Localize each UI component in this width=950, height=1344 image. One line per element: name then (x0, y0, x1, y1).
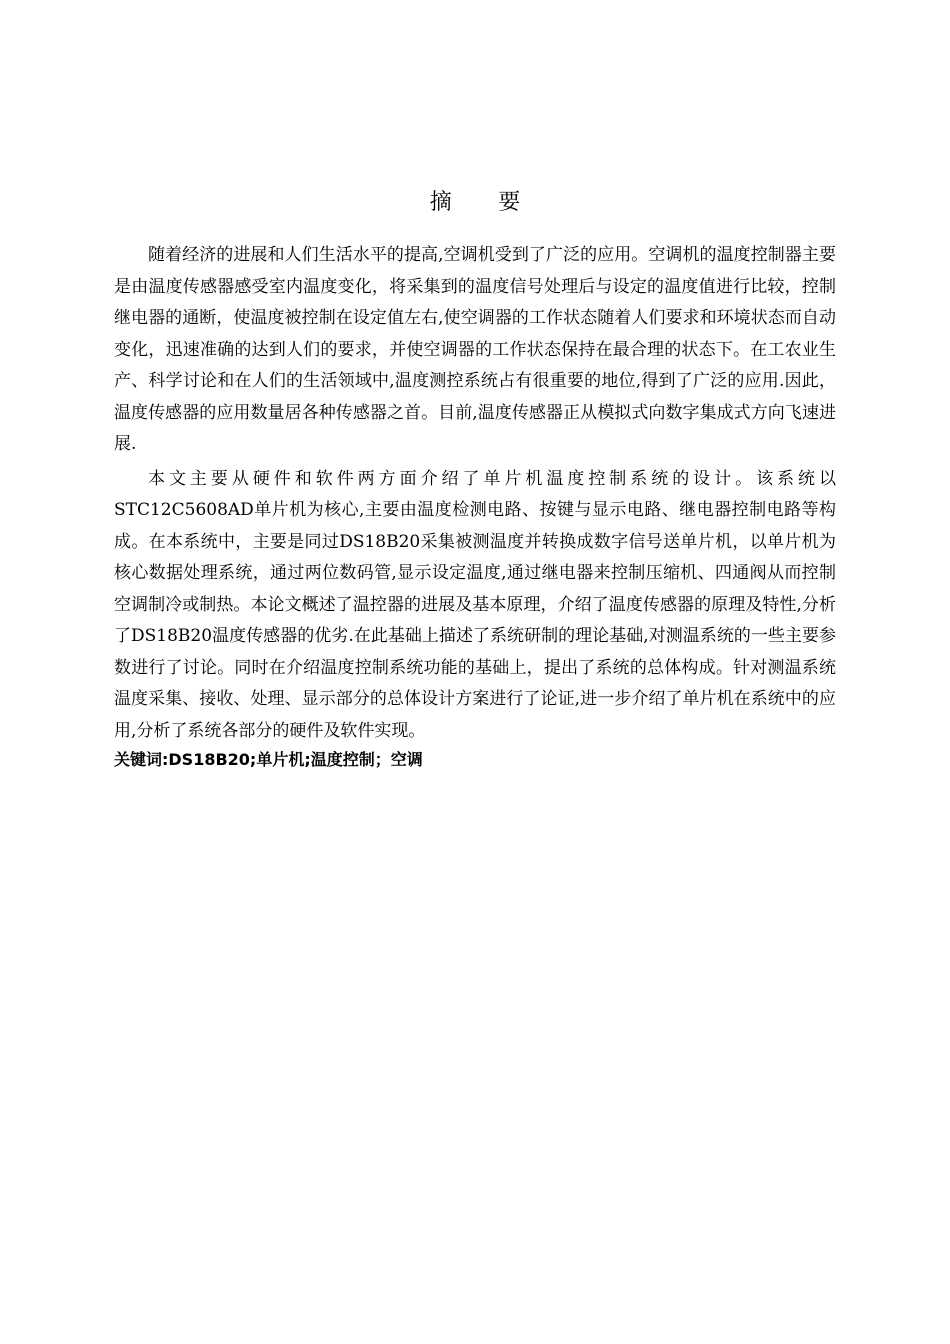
abstract-paragraph-2: 本文主要从硬件和软件两方面介绍了单片机温度控制系统的设计。该系统以STC12C5608AD单片机为核心,主要由温度检测电路、按键与显示电路、继电器控制电路等构成。在本系统中，主要是同过DS18B20采集被测温度并转换成数字信号送单片机，以单片机为核心数据处理系统，通过两位数码管,显示设定温度,通过继电器来控制压缩机、四通阀从而控制空调制冷或制热。本论文概述了温控器的进展及基本原理，介绍了温度传感器的原理及特性,分析了DS18B20温度传感器的优劣.在此基础上描述了系统研制的理论基础,对测温系统的一些主要参数进行了讨论。同时在介绍温度控制系统功能的基础上，提出了系统的总体构成。针对测温系统温度采集、接收、处理、显示部分的总体设计方案进行了论证,进一步介绍了单片机在系统中的应用,分析了系统各部分的硬件及软件实现。 (114, 468, 836, 741)
keywords-line: 关键词:DS18B20;单片机;温度控制；空调 (114, 750, 423, 769)
abstract-paragraph-1: 随着经济的进展和人们生活水平的提高,空调机受到了广泛的应用。空调机的温度控制器主要是由温度传感器感受室内温度变化，将采集到的温度信号处理后与设定的温度值进行比较，控制继电器的通断，使温度被控制在设定值左右,使空调器的工作状态随着人们要求和环境状态而自动变化，迅速准确的达到人们的要求，并使空调器的工作状态保持在最合理的状态下。在工农业生产、科学讨论和在人们的生活领域中,温度测控系统占有很重要的地位,得到了广泛的应用.因此，温度传感器的应用数量居各种传感器之首。目前,温度传感器正从模拟式向数字集成式方向飞速进展. (114, 245, 836, 454)
abstract-body (114, 240, 836, 773)
abstract-title: 摘 要 (429, 190, 541, 215)
